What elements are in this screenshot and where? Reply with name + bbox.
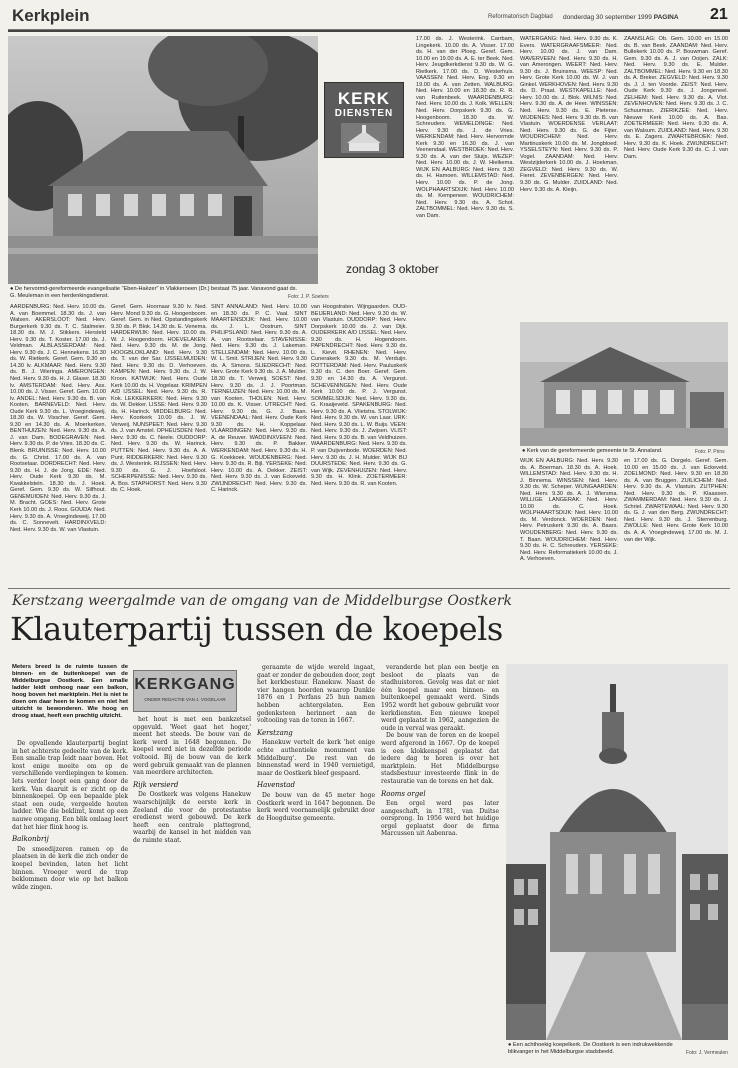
article-paragraph: veranderde het plan een beetje en besloot de plaats van de stadhuistoren. Gevolg was dat er niet één koepel maar een binnen- en buitenkoepel gemaakt werd. Sinds 1952 wordt het gebouw gebruikt voor kerkdiensten. Een nieuwe koepel werd geplaatst in 1962, aangezien de oude in verval was geraakt. [381, 664, 499, 732]
kerkgang-title: KERKGANG [134, 676, 236, 693]
mid-photo-credit: Foto: P. Prins [695, 449, 725, 455]
church-icon [341, 123, 387, 153]
section-title: Kerkplein [12, 6, 90, 25]
article-paragraph: De Oostkerk was volgens Hanekuw waarschijnlijk de eerste kerk in Zeeland die voor de protestantse eredienst werd gebouwd. De kerk heeft een centrale plattegrond, waarbij de kansel in het midden van de ruimte staat. [133, 791, 251, 844]
listing-col-7: ZAANSLAG: Ob. Gem. 10.00 en 15.00 ds. B. van Beek. ZAANDAM: Ned. Herv. Bullekerk 10.00 ds. P. Bouwman. Geref. Gem. 9.30 ds. A. J. van Ooijen. ZALK: Ned. Herv. 9.30 ds. E. Mulder. ZALTBOMMEL: Ned. Herv. 9.30 en 18.30 ds. A. Breker. ZEGVELD: Ned. Herv. 9.30 ds. J. J. ten Voorde. ZEIST: Ned. Herv. Oude Kerk 9.30 ds. J. Jongeneel. ZELHEM: Ned. Herv. 9.30 ds. A. Vlot. ZEVENHOVEN: Ned. Herv. 9.30 ds. J. C. Schuurman. ZIERIKZEE: Ned. Herv. Nieuwe Kerk 10.00 ds. A. Bas. ZOETERMEER: Ned. Herv. 9.30 ds. A. van Walsum. ZUIDLAND: Ned. Herv. 9.30 ds. E. Zagers. ZWARTEBROEK: Ned. Herv. 9.30 ds. K. Hoek. ZWIJNDRECHT: Ned. Herv. Oude Kerk 9.30 ds. C. J. van Dam. [624, 36, 728, 160]
listing-col-4: van Hoogstraten. Wijngaarden. OUD-BEIJERLAND: Ned. Herv. 9.30 ds. W. van Vlastuin. OUDDORP: Ned. Herv. Dorpskerk 10.00 ds. J. van Dijk. OUDERKERK A/D IJSSEL: Ned. Herv. 9.30 ds. H. Hogendoorn. PAPENDRECHT: Ned. Herv. 9.30 ds. L. Kievit. RHENEN: Ned. Herv. Cunerakerk 9.30 ds. M. Verduijn. ROTTERDAM: Ned. Herv. Pauluskerk 9.30 ds. C. den Boer. Geref. Gem. 9.30 en 14.30 ds. A. Vergunst. SCHEVENINGEN: Ned. Herv. Oude Kerk 10.00 ds. P. J. Vergunst. SOMMELSDIJK: Ned. Herv. 9.30 ds. G. Kraaijeveld. SPAKENBURG: Ned. Herv. 9.30 ds. A. Vlietstra. STOLWIJK: Ned. Herv. 9.30 ds. W. van Laar. URK: Ned. Herv. 9.30 ds. L. W. Buijs. VEEN: Ned. Herv. 9.30 ds. J. Zwijsen. VLIST: Ned. Herv. 9.30 ds. B. van Veldhuizen. WAARDENBURG: Ned. Herv. 9.30 ds. P. van Duijvenbode. WOERDEN: Ned. Herv. 9.30 ds. J. H. Mulder. WIJK BIJ DUURSTEDE: Ned. Herv. 9.30 ds. G. van Wijk. ZEVENHUIZEN: Ned. Herv. 9.30 ds. H. Klink. ZOETERMEER: Ned. Herv. 9.30 ds. R. van Kooten. [311, 304, 407, 487]
article-subhead: Rijk versierd [133, 780, 179, 789]
masthead [8, 5, 730, 30]
top-photo-caption-text: ● De hervormd-gereformeerde evangelisatie "Eben-Haëzer" in Vlakkeroeen (Dr.) bestaat 75 jaar. Vanavond gaat ds. G. Meuleman in een herdenkingsdienst. [10, 286, 298, 299]
issue-date: donderdag 30 september 1999 [563, 14, 652, 21]
listing-col-2: Geref. Gem. Hoornaar 9.30 lv. Ned. Herv. Mond 9.30 ds. G. Hoogenboom. Geref. Gem. in Ned. Opstandingskerk 9.30 ds. P. Blok. 14.30 ds. E. Venema. HARDERWIJK: Ned. Herv. 10.00 ds. W. J. Hoogendoorn. HOEVELAKEN: Ned. Herv. 9.30 ds. M. de Jong. HOOGBLOKLAND: Ned. Herv. 9.30 ds. T. van der Sar. IJSSELMUIDEN: Ned. Herv. 9.30 ds. D. Verhoeven. KAMPEN: Ned. Herv. 9.30 ds. J. W. Kroon. KATWIJK: Ned. Herv. Oude Kerk 10.00 ds. H. Vogelaar. KRIMPEN A/D IJSSEL: Ned. Herv. 9.30 ds. R. Kok. LEKKERKERK: Ned. Herv. 9.30 ds. W. Dekker. LISSE: Ned. Herv. 9.30 ds. H. Harinck. MIDDELBURG: Ned. Herv. Koorkerk 10.00 ds. J. W. Verweij. NUNSPEET: Ned. Herv. 9.30 ds. J. van Amstel. OPHEUSDEN: Ned. Herv. 9.30 ds. C. Neele. OUDDORP: Ned. Herv. 9.30 ds. W. Harinck. PUTTEN: Ned. Herv. 9.30 ds. A. A. Punt. RIDDERKERK: Ned. Herv. 9.30 ds. J. Westerink. RIJSSEN: Ned. Herv. 9.30 ds. G. J. Hoefsloot. SCHERPENISSE: Ned. Herv. 9.30 ds. A. Bos. STAPHORST: Ned. Herv. 9.30 ds. C. Hoek. [111, 304, 207, 494]
oostkerk-photo [506, 664, 728, 1040]
annaland-church-image [520, 322, 728, 446]
evangelisatie-building-image [8, 36, 318, 284]
page-number: 21 [710, 6, 728, 23]
article-subhead: Rooms orgel [381, 789, 426, 798]
service-date: zondag 3 oktober [346, 262, 439, 276]
article-col-2 [133, 716, 251, 1060]
article-paragraph: De smeedijzeren ramen op de plaatsen in de kerk die zich onder de koepel bevinden, laten het licht binnen. Vroeger werd de trap beklommen door wie op het balkon wilde zingen. [12, 845, 128, 891]
article-subhead: Havenstad [257, 781, 295, 790]
article-paragraph: De bouw van de 45 meter hoge Oostkerk werd in 1647 begonnen. De kerk werd voornamelijk gebruikt door de Hoogduitse gemeente. [257, 791, 375, 822]
kerkgang-logo [133, 670, 237, 712]
kerkdiensten-logo [324, 82, 404, 158]
article-subhead: Balkonbrij [12, 835, 49, 844]
listing-col-1: AARDENBURG: Ned. Herv. 10.00 ds. A. van Boemmel. 18.30 ds. J. van Walsen. AKERSLOOT: Ned. Herv. Burgerkerk 9.30 ds. T. C. Stalmeier. 18.30 ds. M. J. Stikkers. Hersteld Herv. 9.30 ds. T. Koster. 17.00 ds. J. Veldman. ALBLASSERDAM: Ned. Herv. 9.30 ds. J. C. Hennekens. 16.30 ds. W. Rietkerk. Geref. Gem. 9.30 en 14.30 lv. ALKMAAR: Ned. Herv. 9.30 ds. B. J. Wieringa. AMERONGEN: Ned. Herv. 9.30 ds. H. J. Glaser. 18.30 lv. AMSTERDAM: Ned. Herv. Ass. 10.00 ds. J. Visser. Geref. Gem. 10.00 lv. ANDEL: Ned. Herv. 9.30 ds. B. van Kooten. BARNEVELD: Ned. Herv. Oude Kerk 9.30 ds. L. Vroegindeweij. 18.30 ds. W. Visscher. Geref. Gem. 9.30 en 14.30 ds. A. Moerkerken. BENTHUIZEN: Ned. Herv. 9.30 ds. A. J. van Dam. BODEGRAVEN: Ned. Herv. 9.30 ds. P. de Vries. 18.30 ds. C. Blenk. BRUINISSE: Ned. Herv. 10.00 ds. G. Christ. 17.00 ds. A. van Rootselaar. DORDRECHT: Ned. Herv. 9.30 ds. H. J. de Jong. EDE: Ned. Herv. Oude Kerk 9.30 ds. M. Kwakkelstein. 18.30 ds. J. Hoek. Geref. Gem. 9.30 ds. W. Silfhout. GENEMUIDEN: Ned. Herv. 9.30 ds. J. M. Bracht. GOES: Ned. Herv. Grote Kerk 10.00 ds. J. Roos. GOUDA: Ned. Herv. 9.30 ds. A. Vroegindeweij. 17.00 ds. C. Sonnevelt. HARDINXVELD: Ned. Herv. 9.30 ds. W. van Vlastuin. [10, 304, 106, 533]
article-subhead: Kerstzang [257, 728, 293, 737]
oostkerk-image [506, 664, 728, 1040]
logo-line1: KERK [337, 89, 391, 108]
top-photo-caption [10, 286, 300, 300]
listing-col-6: WATERGANG: Ned. Herv. 9.30 ds. K. Evers. WATERGRAAFSMEER: Ned. Herv. 10.00 ds. J. van Dam. WAVERVEEN: Ned. Herv. 9.30 ds. H. van Amerongen. WEERT: Ned. Herv. 9.30 ds. J. Bruinsma. WEESP: Ned. Herv. Grote Kerk 10.00 ds. W. J. van Ginkel. WERKHOVEN: Ned. Herv. 9.30 ds. D. Praat. WESTKAPELLE: Ned. Herv. 10.00 ds. J. Blok. WILNIS: Ned. Herv. 9.30 ds. A. de Heer. WINSSEN: Ned. Herv. 9.30 ds. E. Pieterse. WIJDENES: Ned. Herv. 9.30 ds. B. van Vlastuin. WOERDENSE VERLAAT: Ned. Herv. 9.30 ds. G. de Fijter. WOUDRICHEM: Ned. Herv. Martinuskerk 10.00 ds. M. Jongbloed. YSSELSTEYN: Ned. Herv. 9.30 ds. P. Vogel. ZAANDAM: Ned. Herv. Westzijderkerk 10.00 ds. J. Hoekman. ZEGVELD: Ned. Herv. 9.30 ds. W. Fieret. ZEVENBERGEN: Ned. Herv. 9.30 ds. G. Mulder. ZUIDLAND: Ned. Herv. 9.30 ds. A. Kleijn. [520, 36, 618, 193]
logo-line2: DIENSTEN [334, 108, 394, 119]
article-paragraph: De bouw van de toren en de koepel werd afgerond in 1667. Op de koepel is een klokkenspel geplaatst dat iedere dag te horen is over het marktplein. Het Middelburgse stadsbestuur investeerde flink in de restauratie van de torens en het dak. [381, 732, 499, 785]
article-paragraph: geraamte de wijde wereld ingaat, gaat er zonder de gebouden door, zegt het kerkbestuur. Hanekuw. Naast de vier hangen hoorden waarop Dunkle 1876 en 1 Perfans 25 hun namen hebben achtergelaten. Een gedenksteen herinnert aan de voltooiing van de toren in 1667. [257, 664, 375, 725]
article-col-3 [257, 664, 375, 1060]
article-paragraph: De opvallende klauterpartij begint in het achterste gedeelte van de kerk. Een smalle trap leidt naar boven. Het kost enige moeite om op de verschillende verdiepingen te komen. Iets verder loopt een gang door de kerk. Van daaruit is er zicht op de binnenkoepel. Op een bepaalde plek staat een oude, vergeelde houten ladder. Wie die beklimt, komt op een nauwe omgang. Een blik omlaag leert dat het hier flink hoog is. [12, 740, 128, 831]
paper-name: Reformatorisch Dagblad [488, 14, 553, 20]
oostkerk-credit: Foto: J. Vermeulen [686, 1050, 728, 1056]
article-kicker: Kerstzang weergalmde van de omgang van de Middelburgse Oostkerk [12, 593, 513, 609]
kerkgang-subtitle: ONDER REDACTIE VAN J. VOGELAAR [144, 697, 226, 702]
article-paragraph: Een orgel werd pas later aangeschaft, in 1781, van Duitse oorsprong. In 1956 werd het huidige orgel geplaatst door de firma Marcussen uit Aabenraa. [381, 800, 499, 838]
mid-photo-caption-text: ● Kerk van de gereformeerde gemeente te St. Annaland. [522, 448, 663, 454]
article-intro: Meters breed is de ruimte tussen de binnen- en de buitenkoepel van de Middelburgse Oostkerk. Een smalle ladder leidt omhoog naar een balkon, hoog boven het marktplein. Het is niet te doen om daar heen te komen en niet het uitzicht te bewonderen. Wie hoog en droog staat, heeft een prachtig uitzicht. [12, 664, 128, 719]
oostkerk-caption-text: ● Een achthoekig koepelkerk. De Oostkerk is een indrukwekkende blikvanger in het Middelburgse stadsbeeld. [508, 1042, 673, 1055]
date-line [563, 14, 679, 21]
article-col-1 [12, 740, 128, 1060]
listing-col-8: WIJK EN AALBURG: Ned. Herv. 9.30 ds. A. Boerman. 18.30 ds. A. Hoek. WILLEMSTAD: Ned. Herv. 9.30 ds. H. J. Binnema. WINSSEN: Ned. Herv. 9.30 ds. W. Scheper. WIJNGAARDEN: Ned. Herv. 9.30 ds. A. J. Wiersma. WILLIGE LANGERAK: Ned. Herv. 10.00 ds. C. Hoek. WOLPHAARTSDIJK: Ned. Herv. 10.00 ds. M. Verdonck. WOERDEN: Ned. Herv. Petruskerk 9.30 ds. A. Baars. WOUDENBERG: Ned. Herv. 9.30 ds. T. Baan. WOUDRICHEM: Ned. Herv. 9.30 ds. H. C. Schreuders. YERSEKE: Ned. Herv. Reformatiekerk 10.00 ds. J. A. Verhoeven. [520, 458, 618, 563]
article-headline: Klauterpartij tussen de koepels [10, 610, 503, 648]
article-paragraph: het hout is met een bankzetsel opgevuld. 'Weet gaat het hoger,' meent het steeds. De bouw van de kerk werd in 1648 begonnen. De koepel werd niet in dezelfde periode voltooid. Bij de bouw van de kerk werd gebruik gemaakt van de plannen van meerdere architecten. [133, 716, 251, 777]
page-label: PAGINA [653, 14, 679, 21]
listing-col-9: en 17.00 ds. G. Dorgelo. Geref. Gem. 10.00 en 15.00 ds. J. van Eckeveld. ZOELMOND: Ned. Herv. 9.30 en 18.30 ds. A. van Bruggen. ZUILICHEM: Ned. Herv. 9.30 ds. A. Vlastuin. ZUTPHEN: Ned. Herv. 9.30 ds. P. Klaassen. ZWAMMERDAM: Ned. Herv. 9.30 ds. J. Schriel. ZWARTEWAAL: Ned. Herv. 9.30 ds. G. J. van den Berg. ZWIJNDRECHT: Ned. Herv. 9.30 ds. J. Sterrenburg. ZWOLLE: Ned. Herv. Grote Kerk 10.00 ds. A. A. Vroegindeweij. 17.00 ds. M. J. van der Wijk. [624, 458, 728, 543]
listing-col-5: 17.00 ds. J. Westerink. Carrbam, Lingekerk. 10.00 ds. A. Visser. 17.00 ds. H. van der Ploeg. Geref. Gem. 10.00 en 19.00 ds. A. E. ter Beek. Ned. Herv. Jeugdkerkdienst 9.30 ds. W. G. Rietkerk. 17.00 ds. D. Westerhuis. VAASSEN: Ned. Herv. Eng. 9.30 en 19.00 ds. A. van Zetten. WALBURG: Ned. Herv. 10.00 en 18.30 ds. R. R. van Ruitenbeek. WAARDENBURG: Ned. Herv. 10.00 ds. J. Kolk. WELLEN: Ned. Herv. Dorpskerk 9.30 ds. G. Hoogenboom. 18.30 ds. W. Schreuders. WEMELDINGE: Ned. Herv. 9.30 ds. J. de Vries. WERKENDAM: Ned. Herv. Hervormde Kerk 9.30 en 16.30 ds. J. van Veenendaal. WESTBROEK: Ned. Herv. 9.30 ds. A. van der Sluijs. WEZEP: Ned. Herv. 10.00 ds. J. W. Hielkema. WIJK EN AALBURG: Ned. Herv. 9.30 ds. H. Hamoen. WILLEMSTAD: Ned. Herv. 10.00 ds. P. de Jong. WOLPHAARTSDIJK: Ned. Herv. 10.00 ds. M. Kempeneer. WOUDRICHEM: Ned. Herv. 9.30 ds. A. Schot. ZALTBOMMEL: Ned. Herv. 9.30 ds. S. van Dam. [416, 36, 514, 219]
listing-col-3: SINT ANNALAND: Ned. Herv. 10.00 en 18.30 ds. P. C. Vaal. SINT MAARTENSDIJK: Ned. Herv. 10.00 ds. J. L. Oostrum. SINT PHILIPSLAND: Ned. Herv. 9.30 ds. A. A. van Rootselaar. STAVENISSE: Ned. Herv. 9.30 ds. J. Lakeman. STELLENDAM: Ned. Herv. 10.00 ds. W. L. Smit. STRIJEN: Ned. Herv. 9.30 ds. A. Simons. SLIEDRECHT: Ned. Herv. Grote Kerk 9.30 ds. J. A. Mulder. 18.30 ds. T. Verweij. SOEST: Ned. Herv. 9.30 ds. J. J. Poortman. TERNEUZEN: Ned. Herv. 10.00 ds. M. van Kooten. THOLEN: Ned. Herv. 10.00 ds. K. Visser. UTRECHT: Ned. Herv. 9.30 ds. G. J. Baan. VEENENDAAL: Ned. Herv. Oude Kerk 9.30 ds. H. Koppelaar. VLAARDINGEN: Ned. Herv. 9.30 ds. A. de Reuver. WADDINXVEEN: Ned. Herv. 9.30 ds. P. Bakker. WERKENDAM: Ned. Herv. 9.30 ds. H. G. Koekkoek. WOUDENBERG: Ned. Herv. 9.30 ds. R. Bijl. YERSEKE: Ned. Herv. 10.00 ds. A. Dekker. ZEIST: Ned. Herv. 9.30 ds. J. van Eckeveld. ZWIJNDRECHT: Ned. Herv. 9.30 ds. C. Harinck. [211, 304, 307, 494]
masthead-rule [8, 30, 730, 32]
article-col-4 [381, 664, 499, 1060]
section-rule [8, 588, 730, 589]
church-photo-mid [520, 322, 728, 446]
article-paragraph: Hanekuw vertelt de kerk 'het enige echte authentieke monument van Middelburg'. De rest van de binnenstad werd in 1940 vernietigd, maar de Oostkerk bleef gespaard. [257, 739, 375, 777]
church-photo-top [8, 36, 318, 284]
oostkerk-caption [508, 1042, 678, 1056]
top-photo-credit: Foto: J. P. Soeters [288, 294, 329, 300]
mid-photo-caption [522, 448, 672, 455]
